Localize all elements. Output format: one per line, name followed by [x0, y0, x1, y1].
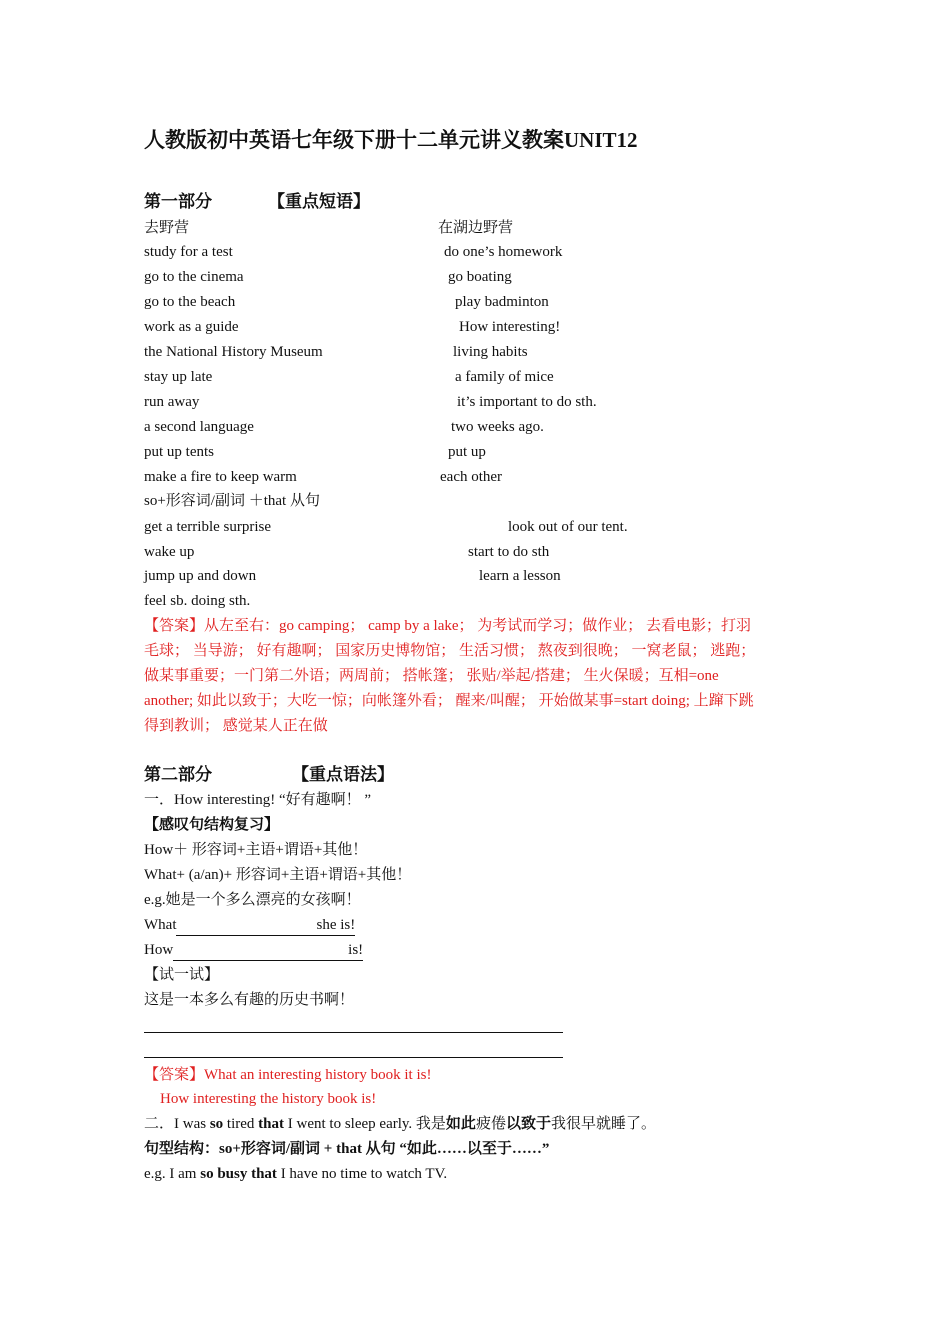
text: 疲倦 — [475, 1116, 506, 1132]
text: 以致于 — [505, 1116, 551, 1132]
text: 如此 — [445, 1116, 476, 1132]
phrase-right: play badminton — [455, 294, 549, 310]
phrase-left: stay up late — [144, 369, 213, 385]
phrase-left: put up tents — [144, 444, 214, 460]
answer-1-line: 【答案】从左至右：go camping； camp by a lake； 为考试而学习；做作业； 去看电影；打羽 — [144, 618, 752, 634]
document-title: 人教版初中英语七年级下册十二单元讲义教案UNIT12 — [144, 128, 638, 152]
blank-suffix: she is! — [316, 915, 355, 936]
how-blank-line — [144, 940, 363, 961]
phrase-right: living habits — [453, 344, 528, 360]
phrase-right: do one’s homework — [444, 244, 563, 260]
phrase-left: so+形容词/副词 ＋that 从句 — [144, 493, 320, 509]
phrase-right: put up — [448, 444, 486, 460]
phrase-right: start to do sth — [468, 544, 550, 560]
text: 我很早就睡了。 — [550, 1116, 656, 1132]
text: tired — [223, 1116, 259, 1132]
what-blank-line — [144, 915, 355, 936]
phrase-right: learn a lesson — [479, 568, 561, 584]
phrase-left: 去野营 — [144, 220, 190, 236]
text: so — [209, 1116, 224, 1132]
phrase-left: go to the beach — [144, 294, 236, 310]
phrase-left: get a terrible surprise — [144, 519, 272, 535]
phrase-left: the National History Museum — [144, 344, 323, 360]
text: so busy that — [200, 1166, 277, 1182]
phrase-right: two weeks ago. — [451, 419, 544, 435]
answer-line — [144, 1057, 563, 1058]
phrase-left: make a fire to keep warm — [144, 469, 297, 485]
phrase-left: wake up — [144, 544, 195, 560]
exclamation-structure-heading: 【感叹句结构复习】 — [144, 817, 280, 833]
what-structure: What+ (a/an)+ 形容词+主语+谓语+其他！ — [144, 867, 412, 883]
answer-line — [144, 1032, 563, 1033]
text: that — [258, 1116, 285, 1132]
text: I have no time to watch TV. — [276, 1166, 448, 1182]
blank-suffix: is! — [348, 940, 363, 961]
phrase-left: work as a guide — [144, 319, 239, 335]
text: 二．I was — [144, 1116, 210, 1132]
answer-2-line-1: 【答案】What an interesting history book it is! — [144, 1067, 432, 1083]
phrase-left: a second language — [144, 419, 254, 435]
part1-heading: 【重点短语】 — [268, 192, 370, 211]
phrase-left: feel sb. doing sth. — [144, 593, 251, 609]
answer-1-line: another; 如此以致于；大吃一惊；向帐篷外看； 醒来/叫醒； 开始做某事=start doing; 上蹿下跳 — [144, 693, 754, 709]
blank-prefix: How — [144, 942, 174, 958]
grammar-point-1: 一．How interesting! “好有趣啊！ ” — [144, 792, 372, 808]
try-question: 这是一本多么有趣的历史书啊！ — [144, 992, 355, 1008]
try-heading: 【试一试】 — [144, 967, 220, 983]
part1-label: 第一部分 — [144, 192, 212, 211]
part2-label: 第二部分 — [144, 765, 212, 784]
how-structure: How＋ 形容词+主语+谓语+其他！ — [144, 842, 368, 858]
answer-1-line: 得到教训； 感觉某人正在做 — [144, 718, 328, 734]
answer-1-line: 毛球； 当导游； 好有趣啊； 国家历史博物馆； 生活习惯； 熬夜到很晚； 一窝老鼠； 逃跑； — [144, 643, 756, 659]
phrase-right: a family of mice — [455, 369, 554, 385]
phrase-left: jump up and down — [144, 568, 257, 584]
phrase-right: How interesting! — [459, 319, 561, 335]
answer-1-line: 做某事重要；一门第二外语；两周前； 搭帐篷； 张贴/举起/搭建； 生火保暖；互相=one — [144, 668, 719, 684]
blank-prefix: What — [144, 917, 177, 933]
answer-2-line-2: How interesting the history book is! — [160, 1091, 377, 1107]
sentence-structure: 句型结构：so+形容词/副词 + that 从句 “如此……以至于……” — [144, 1141, 550, 1157]
phrase-left: go to the cinema — [144, 269, 244, 285]
grammar-point-2 — [144, 1114, 656, 1134]
phrase-left: study for a test — [144, 244, 233, 260]
phrase-right: go boating — [448, 269, 512, 285]
text: I went to sleep early. 我是 — [284, 1116, 446, 1132]
part2-heading: 【重点语法】 — [292, 765, 394, 784]
phrase-right: look out of our tent. — [508, 519, 628, 535]
phrase-right: it’s important to do sth. — [457, 394, 597, 410]
example-sentence-2 — [144, 1164, 447, 1184]
example-sentence: e.g.她是一个多么漂亮的女孩啊！ — [144, 892, 361, 908]
text: e.g. I am — [144, 1166, 201, 1182]
phrase-right: 在湖边野营 — [438, 220, 514, 236]
phrase-right: each other — [440, 469, 503, 485]
phrase-left: run away — [144, 394, 200, 410]
